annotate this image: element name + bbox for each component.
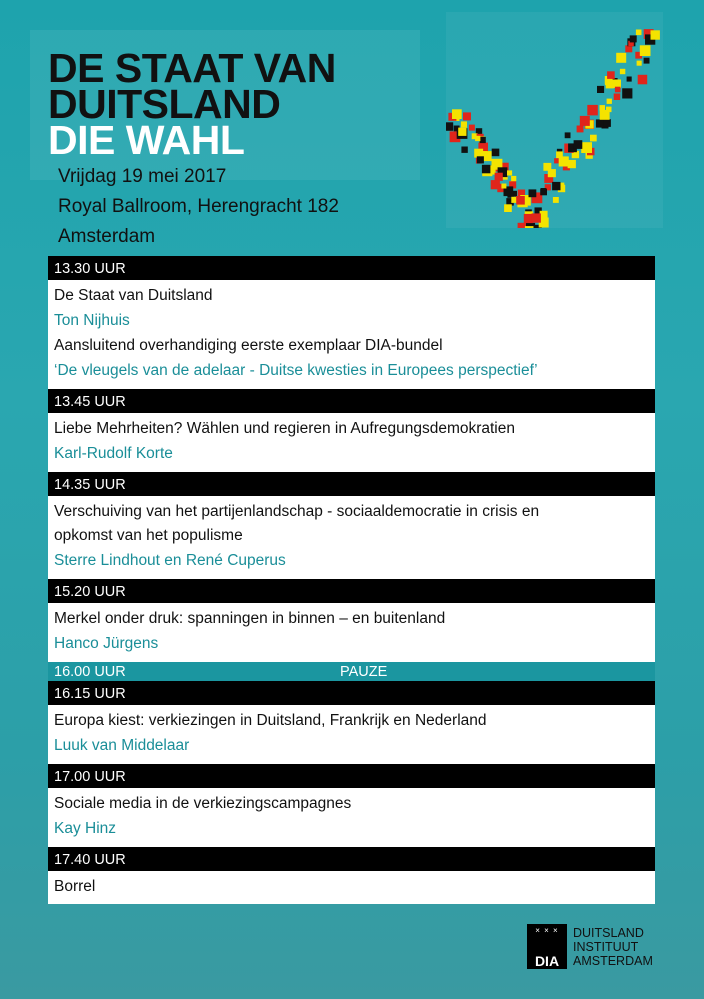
collage-tile-icon (511, 176, 516, 181)
collage-tile-icon (636, 30, 642, 36)
title-line-2: DUITSLAND (48, 81, 281, 127)
collage-tile-icon (607, 99, 612, 104)
dia-logo-crosses: × × × (535, 926, 559, 935)
slot-details (48, 788, 655, 847)
event-city: Amsterdam (58, 226, 156, 247)
collage-tile-icon (620, 69, 625, 74)
speaker-name: Ton Nijhuis (54, 312, 130, 329)
collage-tile-icon (446, 122, 453, 131)
institute-name (573, 926, 653, 968)
collage-tile-icon (568, 160, 576, 168)
collage-tile-icon (607, 71, 615, 79)
speaker-name: Karl-Rudolf Korte (54, 445, 173, 462)
collage-tile-icon (554, 158, 559, 163)
slot-details (48, 496, 655, 579)
collage-tile-icon (492, 149, 500, 157)
collage-tile-icon (638, 75, 648, 85)
session-title: Aansluitend overhandiging eerste exemplaar DIA-bundel (54, 337, 443, 354)
collage-tile-icon (469, 125, 475, 131)
session-title: Merkel onder druk: spanningen in binnen – en buitenland (54, 610, 446, 627)
collage-tile-icon (580, 116, 590, 126)
collage-tile-icon (565, 132, 571, 138)
slot-time: 16.15 UUR (48, 681, 655, 705)
collage-tile-icon (480, 137, 486, 143)
slot-details (48, 871, 655, 904)
event-date: Vrijdag 19 mei 2017 (58, 166, 227, 187)
session-title: Verschuiving van het partijenlandschap - sociaaldemocratie in crisis en (54, 503, 540, 520)
pause-time: 16.00 UUR (54, 664, 126, 680)
collage-tile-icon (529, 189, 537, 197)
collage-tile-icon (640, 45, 651, 56)
collage-tile-icon (548, 169, 556, 177)
pause-label: PAUZE (340, 664, 388, 680)
pause-row (48, 662, 655, 681)
collage-tile-icon (627, 77, 632, 82)
program-schedule (48, 256, 655, 904)
collage-tile-icon (637, 61, 642, 66)
collage-tile-icon (615, 87, 621, 93)
collage-tile-icon (556, 151, 563, 158)
slot-details (48, 413, 655, 472)
session-title: Sociale media in de verkiezingscampagnes (54, 795, 352, 812)
checkmark-icon-collage (446, 22, 663, 228)
collage-tile-icon (644, 58, 650, 64)
title-line-3: DIE WAHL (48, 117, 245, 163)
collage-tile-icon (491, 180, 500, 189)
dia-logo-icon (527, 924, 567, 969)
collage-tile-icon (475, 136, 480, 141)
session-title: De Staat van Duitsland (54, 287, 213, 304)
slot-details (48, 705, 655, 764)
collage-tile-icon (552, 182, 560, 190)
collage-tile-icon (577, 126, 584, 133)
collage-tile-icon (463, 112, 471, 120)
collage-tile-icon (504, 204, 512, 212)
collage-tile-icon (605, 80, 611, 86)
collage-tile-icon (587, 105, 598, 116)
speaker-name: Hanco Jürgens (54, 635, 159, 652)
collage-tile-icon (574, 140, 583, 149)
collage-tile-icon (581, 142, 592, 153)
collage-tile-icon (482, 165, 491, 174)
collage-tile-icon (458, 128, 466, 136)
collage-tile-icon (597, 86, 604, 93)
collage-tile-icon (461, 121, 467, 127)
collage-tile-icon (600, 105, 606, 111)
dia-logo-letters: DIA (534, 953, 560, 969)
slot-time: 15.20 UUR (48, 579, 655, 603)
title-line-1: DE STAAT VAN (48, 45, 336, 91)
slot-time: 13.30 UUR (48, 256, 655, 280)
collage-tile-icon (477, 156, 484, 163)
speaker-name: Luuk van Middelaar (54, 737, 190, 754)
collage-tile-icon (630, 35, 637, 42)
slot-details (48, 280, 655, 389)
collage-tile-icon (625, 45, 632, 52)
institute-name-line1: DUITSLAND (573, 926, 644, 940)
session-title: opkomst van het populisme (54, 527, 243, 544)
collage-tile-icon (452, 109, 462, 119)
slot-time: 13.45 UUR (48, 389, 655, 413)
collage-tile-icon (596, 119, 604, 127)
collage-tile-icon (651, 30, 660, 39)
collage-tile-icon (590, 135, 597, 142)
collage-tile-icon (540, 189, 547, 196)
collage-tile-icon (622, 88, 632, 98)
session-title: Liebe Mehrheiten? Wählen und regieren in Aufregungsdemokratien (54, 420, 515, 437)
collage-tile-icon (553, 197, 559, 203)
event-venue: Royal Ballroom, Herengracht 182 (58, 196, 339, 217)
collage-tile-icon (603, 119, 611, 127)
collage-tile-icon (495, 173, 503, 181)
collage-tile-icon (461, 147, 467, 153)
slot-time: 14.35 UUR (48, 472, 655, 496)
collage-tile-icon (600, 110, 610, 120)
collage-tile-icon (507, 170, 512, 175)
session-title: Europa kiest: verkiezingen in Duitsland, Frankrijk en Nederland (54, 712, 487, 729)
session-title: Borrel (54, 878, 96, 895)
institute-name-line3: AMSTERDAM (573, 954, 653, 968)
slot-time: 17.40 UUR (48, 847, 655, 871)
collage-tile-icon (616, 53, 626, 63)
speaker-name: Kay Hinz (54, 820, 117, 837)
collage-tile-icon (501, 184, 506, 189)
speaker-name: Sterre Lindhout en René Cuperus (54, 552, 286, 569)
slot-time: 17.00 UUR (48, 764, 655, 788)
collage-tile-icon (614, 94, 621, 101)
speaker-name: ‘De vleugels van de adelaar - Duitse kwesties in Europees perspectief’ (54, 362, 538, 379)
collage-tile-icon (516, 196, 525, 205)
collage-tile-icon (532, 213, 541, 222)
institute-name-line2: INSTITUUT (573, 940, 639, 954)
slot-details (48, 603, 655, 662)
